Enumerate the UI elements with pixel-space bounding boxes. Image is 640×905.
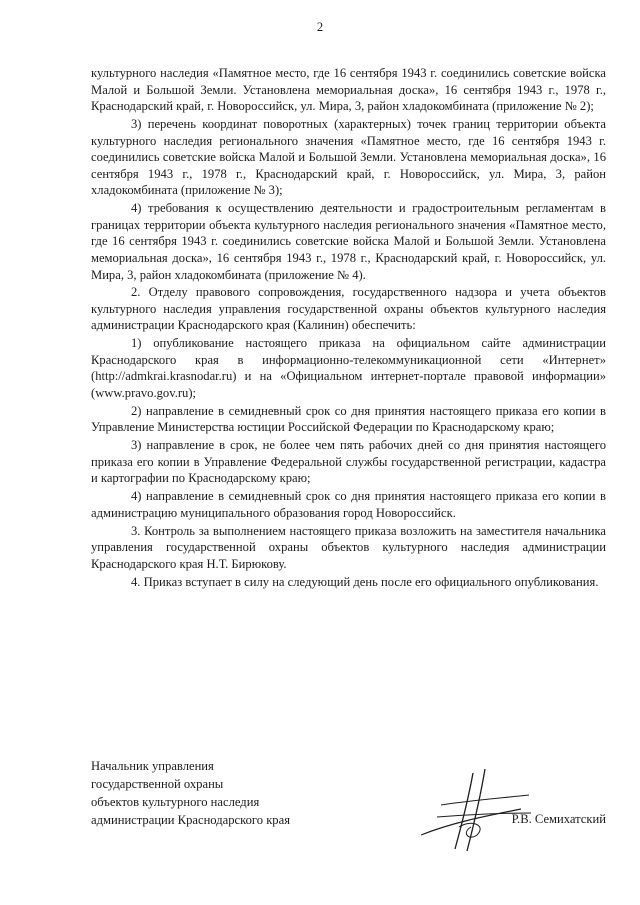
signatory-name: Р.В. Семихатский	[511, 812, 606, 826]
signatory-title-line: администрации Краснодарского края	[91, 813, 290, 827]
paragraph-publication: 1) опубликование настоящего приказа на официальном сайте администрации Краснодарского края в информационно-телекоммуникационной сети «Интернет» (http://admkrai.krasnodar.ru) и на «Официальном интернет-портале правовой информации» (www.pravo.gov.ru);	[91, 336, 606, 401]
signature-block	[91, 757, 606, 847]
handwritten-signature	[411, 765, 546, 855]
paragraph-ministry-justice: 2) направление в семидневный срок со дня принятия настоящего приказа его копии в Управление Министерства юстиции Российской Федерации по Краснодарскому краю;	[91, 403, 606, 435]
paragraph-section-4-effective: 4. Приказ вступает в силу на следующий день после его официального опубликования.	[131, 574, 599, 589]
paragraph-item-4-requirements: 4) требования к осуществлению деятельности и градостроительным регламентам в границах территории объекта культурного наследия регионального значения «Памятное место, где 16 сентября 1943 г. соединились советские войска Малой и Большой Земли. Установлена мемориальная доска», 16 сентября 1943 г., 1978 г., Краснодарский край, г. Новороссийск, ул. Мира, 3, район хладокомбината (приложение № 4).	[91, 201, 606, 282]
paragraph-item-3-coordinates: 3) перечень координат поворотных (характерных) точек границ территории объекта культурного наследия регионального значения «Памятное место, где 16 сентября 1943 г. соединились советские войска Малой и Большой Земли. Установлена мемориальная доска», 16 сентября 1943 г., 1978 г., Краснодарский край, г. Новороссийск, ул. Мира, 3, район хладокомбината (приложение № 3);	[91, 116, 606, 198]
signatory-title-line: объектов культурного наследия	[91, 795, 260, 809]
document-body	[91, 65, 606, 591]
paragraph-section-2: 2. Отделу правового сопровождения, государственного надзора и учета объектов культурного наследия управления государственной охраны объектов культурного наследия администрации Краснодарского края (Калинин) обеспечить:	[91, 285, 606, 333]
paragraph-section-3-control: 3. Контроль за выполнением настоящего приказа возложить на заместителя начальника управления государственной охраны объектов культурного наследия администрации Краснодарского края Н.Т. Бирюкову.	[91, 523, 606, 571]
paragraph-novorossiysk: 4) направление в семидневный срок со дня принятия настоящего приказа его копии в администрацию муниципального образования город Новороссийск.	[91, 489, 606, 520]
paragraph-federal-service: 3) направление в срок, не более чем пять рабочих дней со дня принятия настоящего приказа его копии в Управление Федеральной службы государственной регистрации, кадастра и картографии по Краснодарскому краю;	[91, 438, 606, 486]
paragraph-continuation: культурного наследия «Памятное место, где 16 сентября 1943 г. соединились советские войска Малой и Большой Земли. Установлена мемориальная доска», 16 сентября 1943 г., 1978 г., Краснодарский край, г. Новороссийск, ул. Мира, 3, район хладокомбината (приложение № 2);	[91, 66, 606, 114]
page-number: 2	[316, 20, 324, 34]
signatory-title-line: государственной охраны	[91, 777, 224, 791]
signatory-title-line: Начальник управления	[91, 759, 214, 773]
